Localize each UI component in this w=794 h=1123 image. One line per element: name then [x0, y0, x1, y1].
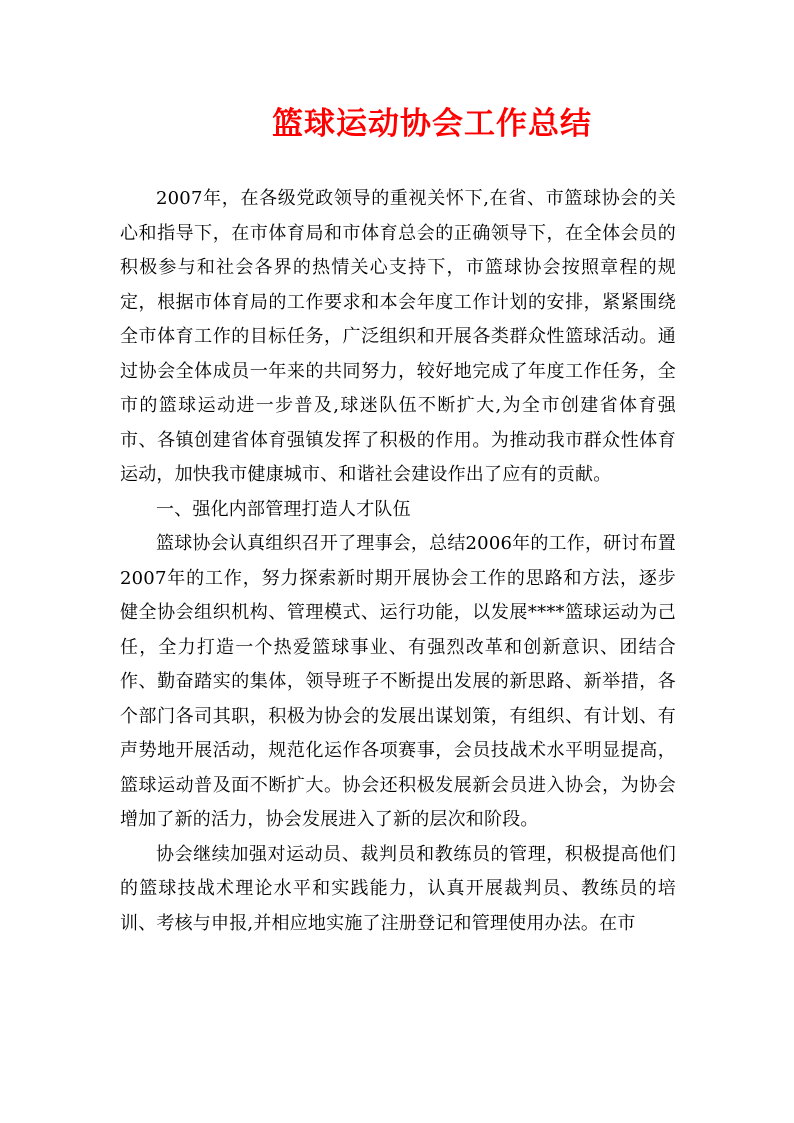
paragraph-intro: 2007年，在各级党政领导的重视关怀下,在省、市篮球协会的关心和指导下，在市体育局和市体育总会的正确领导下，在全体会员的积极参与和社会各界的热情关心支持下，市篮球协会按照章程的规定，根据市体育局的工作要求和本会年度工作计划的安排，紧紧围绕全市体育工作的目标任务，广泛组织和开展各类群众性篮球活动。通过协会全体成员一年来的共同努力，较好地完成了年度工作任务，全市的篮球运动进一步普及,球迷队伍不断扩大,为全市创建省体育强市、各镇创建省体育强镇发挥了积极的作用。为推动我市群众性体育运动，加快我市健康城市、和谐社会建设作出了应有的贡献。: [120, 188, 676, 485]
document-title: 篮球运动协会工作总结: [272, 106, 592, 142]
paragraph-section1-a: 篮球协会认真组织召开了理事会，总结2006年的工作，研讨布置2007年的工作，努力探索新时期开展协会工作的思路和方法，逐步健全协会组织机构、管理模式、运行功能，以发展****篮球运动为己任，全力打造一个热爱篮球事业、有强烈改革和创新意识、团结合作、勤奋踏实的集体，领导班子不断提出发展的新思路、新举措，各个部门各司其职，积极为协会的发展出谋划策，有组织、有计划、有声势地开展活动，规范化运作各项赛事，会员技战术水平明显提高，篮球运动普及面不断扩大。协会还积极发展新会员进入协会，为协会增加了新的活力，协会发展进入了新的层次和阶段。: [120, 533, 676, 830]
section-heading-1: 一、强化内部管理打造人才队伍: [156, 498, 411, 520]
paragraph-section1-b: 协会继续加强对运动员、裁判员和教练员的管理，积极提高他们的篮球技战术理论水平和实践能力，认真开展裁判员、教练员的培训、考核与申报,并相应地实施了注册登记和管理使用办法。在市: [120, 843, 676, 934]
document-body: [120, 182, 676, 941]
